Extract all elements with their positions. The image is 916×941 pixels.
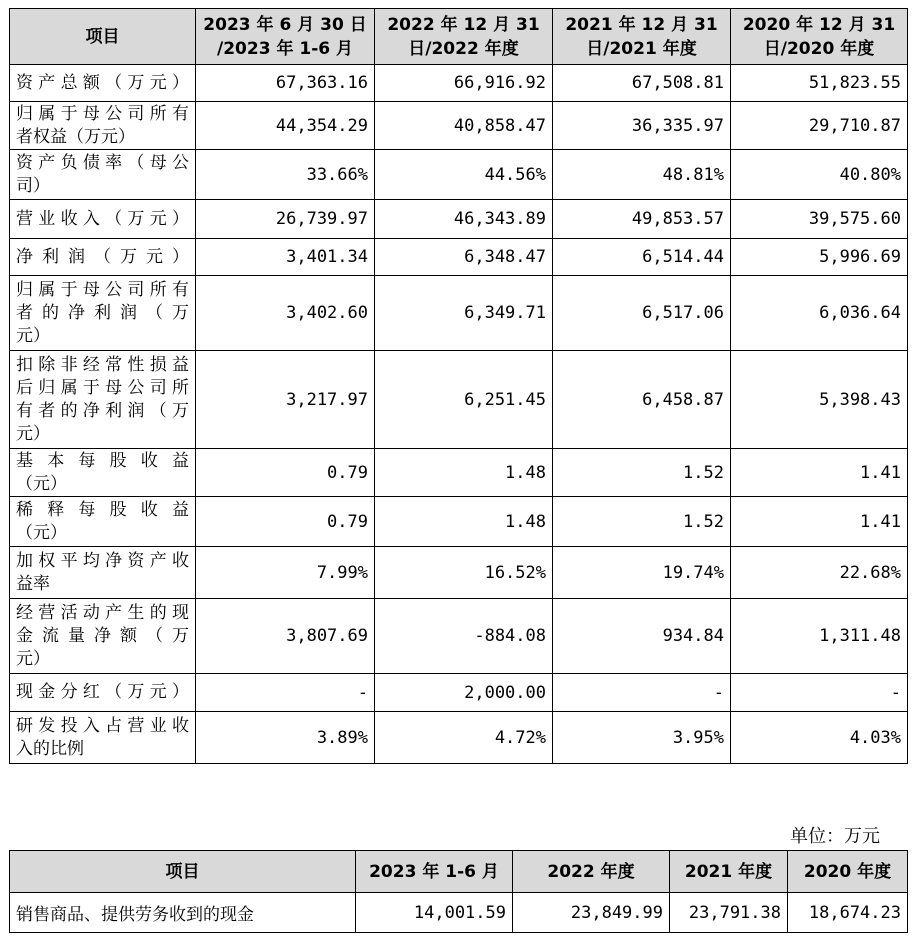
cell-value: 1.48	[375, 497, 553, 547]
header-period-3	[553, 9, 731, 65]
header-line: /2023 年 1-6 月	[217, 38, 353, 59]
table-row	[10, 200, 908, 239]
row-label	[10, 276, 196, 351]
row-label	[10, 674, 196, 712]
cell-value: 2,000.00	[375, 674, 553, 712]
row-label-line: 归属于母公司所有	[16, 103, 189, 124]
header-period-4	[731, 9, 908, 65]
table-row	[10, 893, 908, 933]
row-label-line: 者权益（万元）	[16, 126, 135, 147]
cell-value: 6,036.64	[731, 276, 908, 351]
row-label-line: （元）	[16, 473, 67, 494]
row-label-line: 者的净利润（万	[16, 302, 189, 323]
cell-value: 5,996.69	[731, 239, 908, 276]
row-label-line: （元）	[16, 522, 67, 543]
row-label-line: 入的比例	[16, 738, 84, 759]
cell-value: 4.03%	[731, 712, 908, 764]
row-label	[10, 547, 196, 599]
cell-value: 40,858.47	[375, 102, 553, 150]
cell-value: 18,674.23	[788, 893, 908, 933]
header-line: 项目	[85, 26, 120, 47]
unit-note: 单位：万元	[790, 826, 880, 847]
table-row	[10, 351, 908, 449]
row-label-line: 稀释每股收益	[16, 499, 189, 520]
cell-value: 6,251.45	[375, 351, 553, 449]
header-period-2: 2022 年度	[513, 851, 670, 893]
header-line: 日/2021 年度	[586, 38, 697, 59]
header-line: 日/2020 年度	[763, 38, 875, 59]
cell-value: 51,823.55	[731, 65, 908, 102]
header-period-1: 2023 年 1-6 月	[356, 851, 513, 893]
row-label	[10, 200, 196, 239]
key-financial-data-table	[9, 8, 908, 764]
row-label	[10, 497, 196, 547]
table-row	[10, 102, 908, 150]
cell-value: 39,575.60	[731, 200, 908, 239]
cell-value: 6,517.06	[553, 276, 731, 351]
row-label	[10, 150, 196, 200]
cell-value: 5,398.43	[731, 351, 908, 449]
table-header-row	[10, 9, 908, 65]
row-label-line: 研发投入占营业收	[16, 715, 189, 736]
cell-value: 16.52%	[375, 547, 553, 599]
header-period-1	[196, 9, 375, 65]
cell-value: 14,001.59	[356, 893, 513, 933]
table-row	[10, 65, 908, 102]
cell-value: 44.56%	[375, 150, 553, 200]
cell-value: 44,354.29	[196, 102, 375, 150]
cell-value: 0.79	[196, 449, 375, 497]
cell-value: 67,508.81	[553, 65, 731, 102]
table-header-row	[10, 851, 908, 893]
cell-value: 66,916.92	[375, 65, 553, 102]
cell-value: 26,739.97	[196, 200, 375, 239]
cell-value: 0.79	[196, 497, 375, 547]
header-period-4: 2020 年度	[788, 851, 908, 893]
cell-value: 1.41	[731, 497, 908, 547]
row-label	[10, 239, 196, 276]
cell-value: 3,402.60	[196, 276, 375, 351]
table-row	[10, 712, 908, 764]
cell-value: 67,363.16	[196, 65, 375, 102]
header-item: 项目	[10, 851, 356, 893]
cell-value: 3,401.34	[196, 239, 375, 276]
row-label-line: 资产总额（万元）	[16, 72, 189, 93]
cell-value: 3.89%	[196, 712, 375, 764]
table-row	[10, 599, 908, 674]
row-label	[10, 449, 196, 497]
row-label-line: 加权平均净资产收	[16, 550, 189, 571]
table-row	[10, 449, 908, 497]
cell-value: 6,348.47	[375, 239, 553, 276]
cell-value: 7.99%	[196, 547, 375, 599]
cell-value: 1,311.48	[731, 599, 908, 674]
row-label	[10, 102, 196, 150]
header-period-2	[375, 9, 553, 65]
row-label-line: 后归属于母公司所	[16, 377, 189, 398]
cell-value: 40.80%	[731, 150, 908, 200]
header-line: 2020 年 12 月 31	[742, 14, 896, 35]
row-label	[10, 599, 196, 674]
row-label-line: 现金分红（万元）	[16, 682, 189, 702]
cell-value: 29,710.87	[731, 102, 908, 150]
cell-value: 6,349.71	[375, 276, 553, 351]
cell-value: 6,458.87	[553, 351, 731, 449]
cell-value: 23,849.99	[513, 893, 670, 933]
row-label-line: 司）	[16, 175, 50, 196]
cell-value: -	[553, 674, 731, 712]
cell-value: 33.66%	[196, 150, 375, 200]
table-row	[10, 547, 908, 599]
cell-value: -	[196, 674, 375, 712]
cell-value: 22.68%	[731, 547, 908, 599]
cell-value: 3.95%	[553, 712, 731, 764]
row-label-line: 元）	[16, 423, 50, 444]
cell-value: 1.41	[731, 449, 908, 497]
row-label	[10, 65, 196, 102]
row-label	[10, 351, 196, 449]
header-line: 2022 年 12 月 31	[387, 14, 540, 35]
table-row	[10, 150, 908, 200]
header-line: 日/2022 年度	[408, 38, 519, 59]
row-label: 销售商品、提供劳务收到的现金	[10, 893, 356, 933]
cash-flow-table	[9, 850, 908, 933]
row-label-line: 资产负债率（母公	[16, 152, 189, 173]
header-item	[10, 9, 196, 65]
cell-value: 3,807.69	[196, 599, 375, 674]
row-label-line: 元）	[16, 648, 50, 669]
cell-value: 1.52	[553, 497, 731, 547]
header-line: 2023 年 6 月 30 日	[203, 14, 367, 35]
cell-value: 6,514.44	[553, 239, 731, 276]
row-label-line: 净利润（万元）	[16, 246, 189, 267]
row-label-line: 经营活动产生的现	[16, 602, 189, 623]
cell-value: 36,335.97	[553, 102, 731, 150]
cell-value: -	[731, 674, 908, 712]
table-row	[10, 239, 908, 276]
cell-value: 23,791.38	[670, 893, 788, 933]
row-label-line: 基本每股收益	[16, 450, 189, 471]
row-label	[10, 712, 196, 764]
row-label-line: 金流量净额（万	[16, 625, 189, 646]
cell-value: 46,343.89	[375, 200, 553, 239]
row-label-line: 益率	[16, 573, 50, 594]
cell-value: 49,853.57	[553, 200, 731, 239]
header-line: 2021 年 12 月 31	[565, 14, 718, 35]
table-row	[10, 276, 908, 351]
cell-value: 4.72%	[375, 712, 553, 764]
row-label-line: 有者的净利润（万	[16, 400, 189, 421]
row-label-line: 营业收入（万元）	[16, 208, 189, 229]
cell-value: 934.84	[553, 599, 731, 674]
cell-value: 3,217.97	[196, 351, 375, 449]
table-row	[10, 497, 908, 547]
cell-value: 1.52	[553, 449, 731, 497]
cell-value: -884.08	[375, 599, 553, 674]
table-row	[10, 674, 908, 712]
row-label-line: 元）	[16, 325, 50, 346]
header-period-3: 2021 年度	[670, 851, 788, 893]
row-label-line: 扣除非经常性损益	[16, 354, 189, 375]
cell-value: 19.74%	[553, 547, 731, 599]
cell-value: 48.81%	[553, 150, 731, 200]
row-label-line: 归属于母公司所有	[16, 279, 189, 300]
cell-value: 1.48	[375, 449, 553, 497]
